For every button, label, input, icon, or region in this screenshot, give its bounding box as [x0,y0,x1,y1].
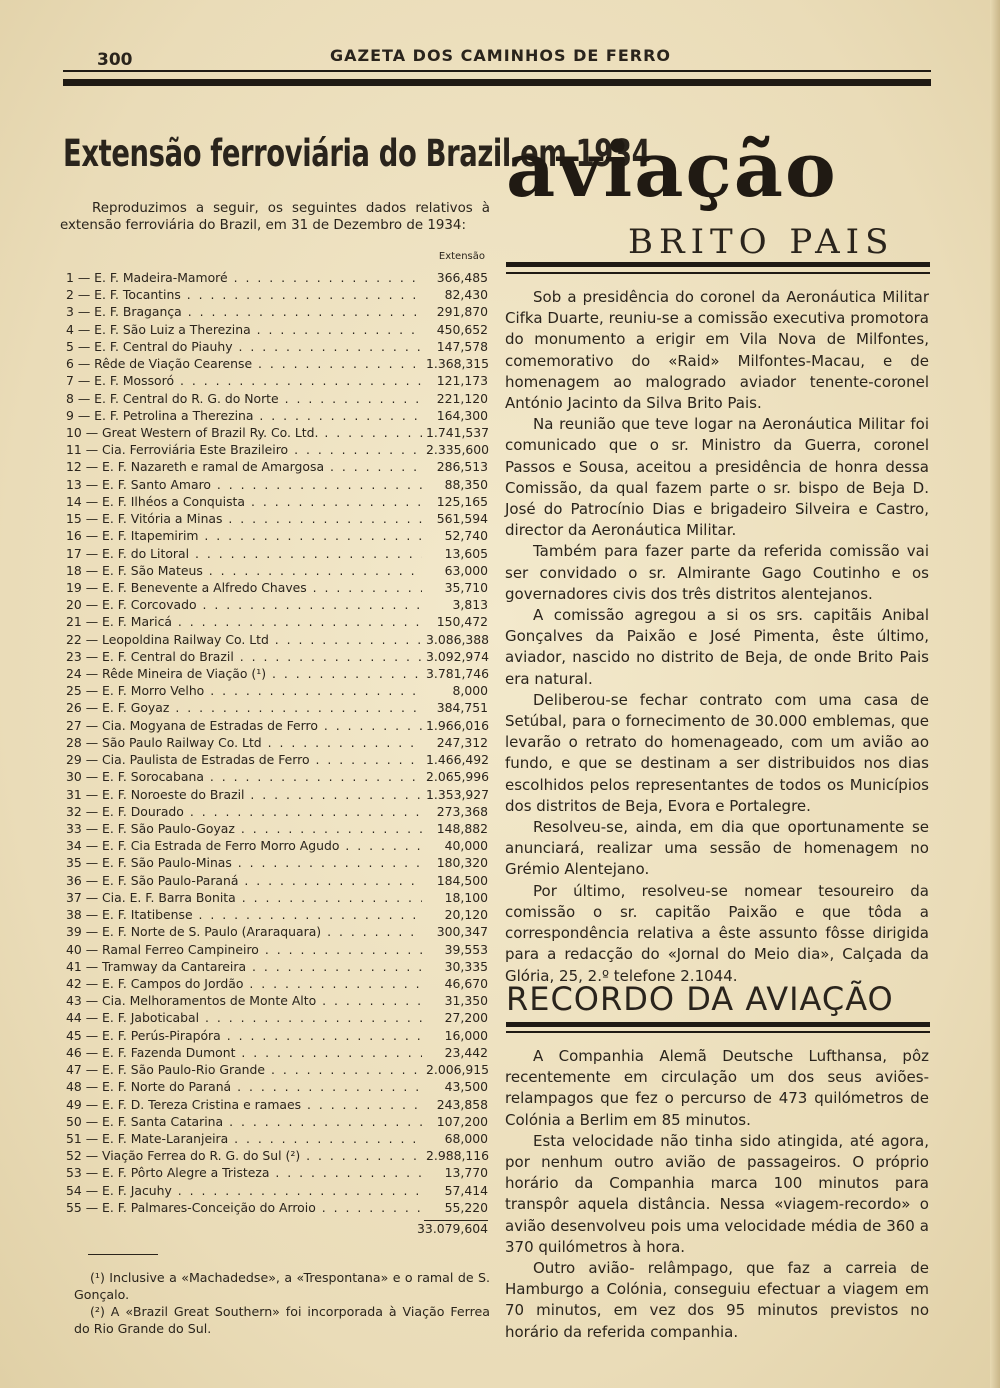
railway-name: 4 — E. F. São Luiz a Therezina . . . [66,321,422,338]
railway-name: 10 — Great Western of Brazil Ry. Co. Ltd. . . . [66,424,422,441]
table-row [66,1061,488,1078]
railway-extension: 30,335 [444,958,488,974]
railway-extension: 3.781,746 [426,666,490,682]
railway-name: 37 — Cia. E. F. Barra Bonita . . . [66,889,422,906]
railway-extension: 121,173 [436,373,488,389]
railway-extension: 3.086,388 [426,631,490,647]
table-row [66,1182,488,1199]
railway-name: 50 — E. F. Santa Catarina . . . [66,1113,422,1130]
table-row [66,286,488,303]
railway-name: 29 — Cia. Paulista de Estradas de Ferro . . . [66,751,422,768]
page-number: 300 [97,50,133,70]
article-paragraph: Deliberou-se fechar contrato com uma casa de Setúbal, para o fornecimento de 30.000 emblemas, que levarão o retrato do homenageado, com um avião ao fundo, e que se destinam a ser distribuidos nos dias escolhidos pelos representantes de todos os Municípios dos distritos de Beja, Evora e Portalegre. [505,690,929,815]
header-rule-thick [63,79,931,86]
railway-name: 44 — E. F. Jaboticabal . . . [66,1009,422,1026]
railway-extension: 52,740 [444,528,488,544]
railway-name: 1 — E. F. Madeira-Mamoré . . . [66,269,422,286]
railway-extension: 2.006,915 [426,1062,490,1078]
railway-extension: 180,320 [436,855,488,871]
railway-name: 36 — E. F. São Paulo-Paraná . . . [66,872,422,889]
railway-extension: 286,513 [436,459,488,475]
table-row [66,476,488,493]
railway-name: 20 — E. F. Corcovado . . . [66,596,422,613]
table-row [66,1078,488,1095]
railway-extension: 107,200 [436,1113,488,1129]
railway-extension: 291,870 [436,304,488,320]
table-row [66,458,488,475]
railway-name: 34 — E. F. Cia Estrada de Ferro Morro Agudo . . . [66,837,422,854]
table-row [66,1096,488,1113]
railway-extension: 300,347 [436,924,488,940]
railway-name: 28 — São Paulo Railway Co. Ltd . . . [66,734,422,751]
table-row [66,665,488,682]
table-row [66,958,488,975]
table-total: 33.079,604 [417,1221,488,1236]
page-edge [990,0,1000,1388]
railway-name: 46 — E. F. Fazenda Dumont . . . [66,1044,422,1061]
railway-extension: 247,312 [436,734,488,750]
journal-title: GAZETA DOS CAMINHOS DE FERRO [330,46,672,65]
table-row [66,1199,488,1216]
recordo-rule-thick [506,1022,930,1027]
railway-extension: 1.966,016 [426,717,490,733]
railway-name: 41 — Tramway da Cantareira . . . [66,958,422,975]
article-paragraph: A Companhia Alemã Deutsche Lufthansa, pôz recentemente em circulação um dos seus aviões-relampagos que fez o percurso de 473 quilómetros de Colónia a Berlim em 85 minutos. [505,1047,929,1129]
railway-extension: 184,500 [436,872,488,888]
railway-extension: 3,813 [452,597,488,613]
table-row [66,992,488,1009]
railway-extension: 366,485 [436,270,488,285]
railway-extension: 1.466,492 [426,752,490,768]
table-row [66,441,488,458]
table-row [66,338,488,355]
railway-extension: 27,200 [444,1010,488,1026]
railway-name: 47 — E. F. São Paulo-Rio Grande . . . [66,1061,422,1078]
railway-name: 6 — Rêde de Viação Cearense . . . [66,355,422,372]
table-row [66,321,488,338]
railway-extension: 31,350 [444,993,488,1009]
railway-name: 52 — Viação Ferrea do R. G. do Sul (²) . . . [66,1147,422,1164]
railway-extension: 68,000 [444,1130,488,1146]
table-row [66,803,488,820]
railway-name: 21 — E. F. Maricá . . . [66,613,422,630]
table-row [66,734,488,751]
article-paragraph: Esta velocidade não tinha sido atingida, até agora, por nenhum outro avião de passageiros. O próprio horário da Companhia marca 100 minutos para transpôr aquela distância. Nessa «viagem-recordo» o avião desenvolveu pois uma velocidade média de 360 a 370 quilómetros à hora. [505,1131,929,1256]
railway-name: 33 — E. F. São Paulo-Goyaz . . . [66,820,422,837]
table-row [66,303,488,320]
railway-name: 12 — E. F. Nazareth e ramal de Amargosa . . . [66,458,422,475]
railway-name: 19 — E. F. Benevente a Alfredo Chaves . . . [66,579,422,596]
article-brito-pais [505,287,929,987]
railway-name: 40 — Ramal Ferreo Campineiro . . . [66,941,422,958]
railway-extension: 1.368,315 [426,356,490,372]
railway-extension: 148,882 [436,821,488,836]
header-rule-thin [63,70,931,72]
article-byline-brito-pais: BRITO PAIS [628,222,895,262]
railway-extension: 20,120 [444,907,488,923]
railway-name: 53 — E. F. Pôrto Alegre a Tristeza . . . [66,1164,422,1181]
railway-extension: 384,751 [436,700,488,716]
railway-name: 51 — E. F. Mate-Laranjeira . . . [66,1130,422,1147]
footnotes [74,1269,490,1337]
railway-name: 55 — E. F. Palmares-Conceição do Arroio . . . [66,1199,422,1216]
railway-extension: 63,000 [444,562,488,578]
railway-name: 25 — E. F. Morro Velho . . . [66,682,422,699]
railway-extension: 13,605 [444,545,488,561]
railway-extension: 125,165 [436,493,488,509]
table-row [66,872,488,889]
table-row [66,1113,488,1130]
byline-rule-thin [506,272,930,274]
article-paragraph: Também para fazer parte da referida comissão vai ser convidado o sr. Almirante Gago Coutinho e os governadores civis dos três distritos alentejanos. [505,542,929,603]
railway-extension: 18,100 [444,889,488,905]
railway-name: 27 — Cia. Mogyana de Estradas de Ferro . . . [66,717,422,734]
railway-name: 54 — E. F. Jacuhy . . . [66,1182,422,1199]
table-row [66,510,488,527]
footnote-1: (¹) Inclusive a «Machadedse», a «Trespontana» e o ramal de S. Gonçalo. [74,1270,490,1302]
railway-extension: 82,430 [444,287,488,303]
railway-name: 49 — E. F. D. Tereza Cristina e ramaes . . . [66,1096,422,1113]
railway-extension: 2.335,600 [426,442,490,458]
railway-extension: 57,414 [444,1182,488,1198]
article-recordo-aviacao [505,1046,929,1343]
article-paragraph: Por último, resolveu-se nomear tesoureiro da comissão o sr. capitão Paixão e que tôda a correspondência relativa a êste assunto fôsse dirigida para a redacção do «Jornal do Meio dia», Calçada da Glória, 25, 2.º telefone 2.1044. [505,881,929,985]
table-row [66,424,488,441]
railway-extension: 13,770 [444,1165,488,1181]
table-row [66,527,488,544]
section-title-recordo: RECORDO DA AVIAÇÃO [506,980,894,1018]
table-row [66,407,488,424]
railway-extension: 147,578 [436,338,488,354]
railway-extension: 1.353,927 [426,786,490,802]
railway-name: 39 — E. F. Norte de S. Paulo (Araraquara) . . . [66,923,422,940]
table-row [66,631,488,648]
article-paragraph: Outro avião- relâmpago, que faz a carreia de Hamburgo a Colónia, conseguiu efectuar a viagem em 70 minutos, em vez dos 95 minutos previstos no horário da referida companhia. [505,1259,929,1341]
table-row [66,699,488,716]
recordo-rule-thin [506,1031,930,1033]
railway-name: 32 — E. F. Dourado . . . [66,803,422,820]
railway-extension: 39,553 [444,941,488,957]
railway-extension: 23,442 [444,1044,488,1060]
railway-name: 13 — E. F. Santo Amaro . . . [66,476,422,493]
table-row [66,1027,488,1044]
railway-extension: 35,710 [444,579,488,595]
table-row [66,786,488,803]
railway-name: 18 — E. F. São Mateus . . . [66,562,422,579]
table-row [66,717,488,734]
table-row [66,613,488,630]
railway-extension: 55,220 [444,1199,488,1215]
table-row [66,596,488,613]
table-row [66,923,488,940]
article-paragraph: Na reunião que teve logar na Aeronáutica Militar foi comunicado que o sr. Ministro da Guerra, coronel Passos e Sousa, aceitou a presidência de honra dessa Comissão, da qual fazem parte o sr. bispo de Beja D. José do Patrocínio Dias e brigadeiro Silveira e Castro, director da Aeronáutica Militar. [505,415,929,540]
byline-rule-thick [506,262,930,267]
railway-extension: 1.741,537 [426,424,490,440]
article-paragraph: Sob a presidência do coronel da Aeronáutica Militar Cifka Duarte, reuniu-se a comissão executiva promotora do monumento a erigir em Vila Nova de Milfontes, comemorativo do «Raid» Milfontes-Macau, e de homenagem ao malogrado aviador tenente-coronel António Jacinto da Silva Brito Pais. [505,288,929,413]
railway-name: 14 — E. F. Ilhéos a Conquista . . . [66,493,422,510]
railway-name: 15 — E. F. Vitória a Minas . . . [66,510,422,527]
table-row [66,648,488,665]
table-row [66,854,488,871]
railway-extension: 43,500 [444,1079,488,1095]
article-paragraph: A comissão agregou a si os srs. capitãis Anibal Gonçalves da Paixão e José Pimenta, êste último, aviador, nascido no distrito de Beja, de onde Brito Pais era natural. [505,606,929,688]
table-row [66,1164,488,1181]
railway-name: 23 — E. F. Central do Brazil . . . [66,648,422,665]
railway-table [66,269,488,1216]
railway-name: 35 — E. F. São Paulo-Minas . . . [66,854,422,871]
railway-name: 11 — Cia. Ferroviária Este Brazileiro . . . [66,441,422,458]
table-row [66,682,488,699]
table-row [66,1147,488,1164]
railway-extension: 40,000 [444,838,488,854]
table-row [66,975,488,992]
column-header-extensao: Extensão [438,251,485,262]
table-row [66,941,488,958]
railway-name: 3 — E. F. Bragança . . . [66,303,422,320]
table-row [66,355,488,372]
table-row [66,545,488,562]
railway-name: 9 — E. F. Petrolina a Therezina . . . [66,407,422,424]
railway-extension: 561,594 [436,511,488,527]
railway-extension: 16,000 [444,1027,488,1043]
railway-name: 42 — E. F. Campos do Jordão . . . [66,975,422,992]
table-row [66,1009,488,1026]
railway-extension: 450,652 [436,321,488,337]
railway-extension: 150,472 [436,614,488,630]
railway-extension: 273,368 [436,803,488,819]
railway-extension: 2.065,996 [426,769,490,785]
table-row [66,372,488,389]
railway-intro: Reproduzimos a seguir, os seguintes dados relativos à extensão ferroviária do Brazil, em 31 de Dezembro de 1934: [60,201,490,233]
railway-extension: 164,300 [436,407,488,423]
railway-extension: 243,858 [436,1096,488,1112]
railway-extension: 2.988,116 [426,1148,490,1164]
article-title-railway: Extensão ferroviária do Brazil em 1934 [63,132,651,175]
railway-name: 2 — E. F. Tocantins . . . [66,286,422,303]
railway-extension: 88,350 [444,476,488,492]
railway-extension: 46,670 [444,975,488,991]
railway-name: 30 — E. F. Sorocabana . . . [66,768,422,785]
table-row [66,562,488,579]
railway-name: 24 — Rêde Mineira de Viação (¹) . . . [66,665,422,682]
railway-extension: 3.092,974 [426,648,490,664]
table-row [66,269,488,286]
section-title-aviacao: aviação [506,125,838,214]
railway-name: 7 — E. F. Mossoró . . . [66,372,422,389]
railway-name: 43 — Cia. Melhoramentos de Monte Alto . . . [66,992,422,1009]
article-paragraph: Resolveu-se, ainda, em dia que oportunamente se anunciará, realizar uma sessão de homenagem no Grémio Alentejano. [505,818,929,879]
table-row [66,493,488,510]
railway-name: 31 — E. F. Noroeste do Brazil . . . [66,786,422,803]
railway-name: 45 — E. F. Perús-Pirapóra . . . [66,1027,422,1044]
table-row [66,768,488,785]
railway-name: 38 — E. F. Itatibense . . . [66,906,422,923]
table-row [66,751,488,768]
railway-extension: 221,120 [436,390,488,406]
table-row [66,1130,488,1147]
table-row [66,1044,488,1061]
table-row [66,820,488,837]
table-row [66,837,488,854]
footnote-rule [88,1254,158,1255]
railway-name: 8 — E. F. Central do R. G. do Norte . . . [66,390,422,407]
table-row [66,889,488,906]
railway-name: 17 — E. F. do Litoral . . . [66,545,422,562]
table-row [66,906,488,923]
railway-name: 5 — E. F. Central do Piauhy . . . [66,338,422,355]
railway-name: 26 — E. F. Goyaz . . . [66,699,422,716]
railway-extension: 8,000 [452,683,488,699]
footnote-2: (²) A «Brazil Great Southern» foi incorporada à Viação Ferrea do Rio Grande do Sul. [74,1304,490,1336]
table-row [66,390,488,407]
railway-name: 16 — E. F. Itapemirim . . . [66,527,422,544]
railway-name: 22 — Leopoldina Railway Co. Ltd . . . [66,631,422,648]
railway-name: 48 — E. F. Norte do Paraná . . . [66,1078,422,1095]
table-row [66,579,488,596]
